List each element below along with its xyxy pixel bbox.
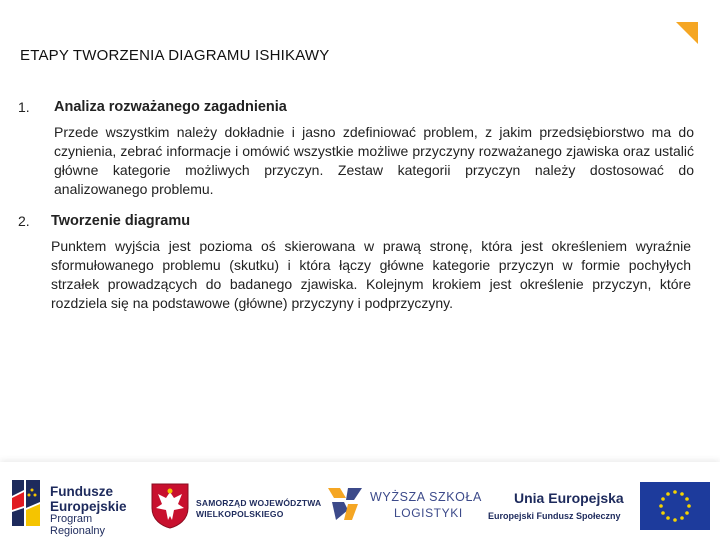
- step-number: 1.: [18, 99, 30, 115]
- unia-europejska-text-logo: [488, 490, 634, 530]
- eagle-shield-icon: [150, 482, 190, 530]
- wsl-arrows-icon: [326, 484, 366, 524]
- corner-triangle-decoration: [676, 22, 698, 44]
- step-body: Punktem wyjścia jest pozioma oś skierowana w prawą stronę, która jest określeniem wyraźnie sformułowanego problemu (skutku) i która łączy główne kategorie przyczyn w formie pochyłych strzałek prowadzących do badanego zjawiska. Kolejnym krokiem jest określenie przyczyn, które rozdziela się na podstawowe (główne) przyczyny i podprzyczyny.: [51, 238, 691, 311]
- step-body: Przede wszystkim należy dokładnie i jasno zdefiniować problem, z jakim przedsiębiorstwo ma do czynienia, zebrać informacje i omówić wszystkie możliwe przyczyny rozważanego zjawiska oraz ustalić główne kategorie możliwych przyczyn. Zestaw kategorii przyczyn należy dostosować do analizowanego problemu.: [54, 124, 694, 197]
- wlkp-line1: SAMORZĄD WOJEWÓDZTWA: [196, 498, 322, 508]
- step-heading: Tworzenie diagramu: [51, 213, 191, 229]
- wlkp-line2: WIELKOPOLSKIEGO: [196, 509, 284, 519]
- step-number: 2.: [18, 213, 30, 229]
- eu-flag-icon: [640, 482, 710, 530]
- fe-line1: Fundusze: [50, 484, 113, 499]
- fundusze-europejskie-emblem-icon: [10, 476, 42, 528]
- wyzsza-szkola-logistyki-logo: [326, 484, 486, 530]
- step-heading: Analiza rozważanego zagadnienia: [54, 99, 287, 115]
- logo-footer: [0, 462, 720, 540]
- fundusze-europejskie-logo: [10, 476, 150, 537]
- page-title: ETAPY TWORZENIA DIAGRAMU ISHIKAWY: [20, 47, 330, 64]
- fe-line2: Europejskie: [50, 499, 127, 514]
- ue-line2: Europejski Fundusz Społeczny: [488, 511, 621, 521]
- fe-line3: Program Regionalny: [50, 513, 106, 537]
- wsl-line1: WYŻSZA SZKOŁA: [370, 490, 482, 504]
- wielkopolska-logo: [150, 482, 322, 532]
- ue-line1: Unia Europejska: [514, 490, 624, 506]
- wsl-line2: LOGISTYKI: [394, 506, 463, 520]
